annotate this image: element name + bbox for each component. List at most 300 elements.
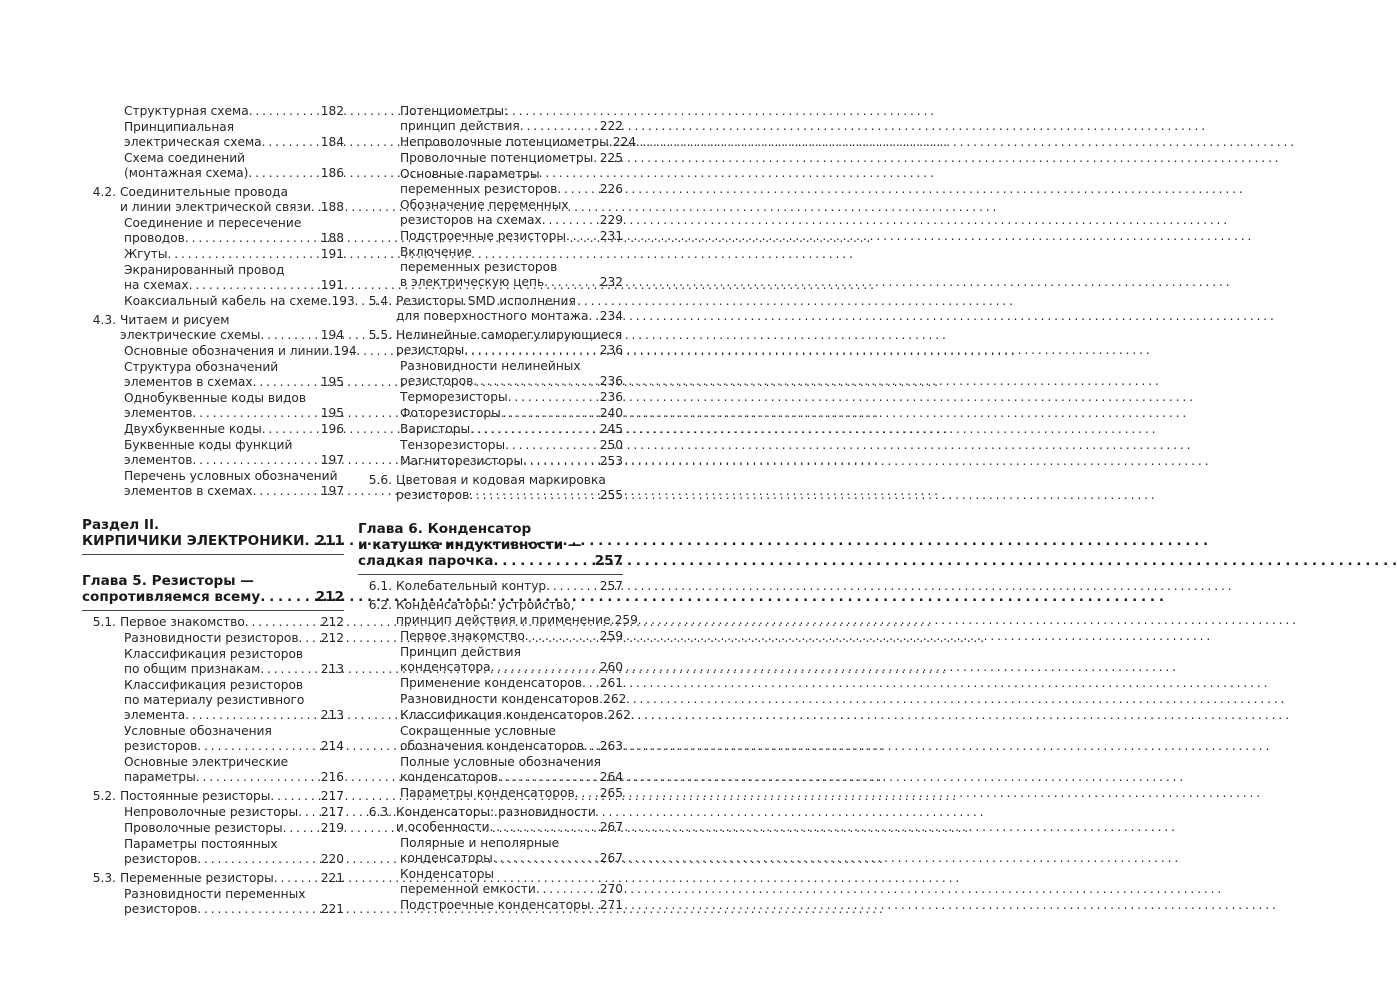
entry-line: Применение конденсаторов <box>400 676 583 690</box>
toc-entry[interactable] <box>358 328 623 358</box>
heading-line: КИРПИЧИКИ ЭЛЕКТРОНИКИ <box>82 533 305 549</box>
dot-leader <box>192 406 320 421</box>
dot-leader <box>192 453 320 468</box>
dot-leader <box>575 786 600 801</box>
entry-text <box>396 135 636 150</box>
entry-text <box>120 837 344 867</box>
page-number: 221 <box>320 902 344 916</box>
entry-line: элементов <box>124 453 193 467</box>
entry-text <box>120 313 344 343</box>
entry-text <box>120 724 344 754</box>
toc-entry[interactable] <box>82 871 344 886</box>
dot-leader <box>260 662 320 677</box>
heading-rule <box>82 610 344 611</box>
entry-text <box>120 647 344 677</box>
toc-entry[interactable] <box>358 755 623 785</box>
page-number: 217 <box>320 789 344 803</box>
entry-line: Переменные резисторы <box>120 871 274 885</box>
toc-entry[interactable] <box>358 598 638 628</box>
entry-last-line <box>120 789 344 804</box>
dot-leader <box>311 200 321 215</box>
toc-entry[interactable] <box>358 898 623 913</box>
entry-line: Соединительные провода <box>120 185 288 199</box>
dot-leader <box>253 484 321 499</box>
toc-entry[interactable] <box>82 360 344 390</box>
toc-entry[interactable] <box>358 406 623 421</box>
entry-last-line <box>400 739 623 754</box>
entry-text <box>120 294 355 309</box>
entry-text <box>396 167 623 197</box>
entry-last-line <box>124 662 344 677</box>
dot-leader <box>262 135 321 150</box>
entry-last-line <box>124 631 344 646</box>
dot-leader <box>491 660 600 675</box>
entry-line: Разновидности нелинейных <box>400 359 581 373</box>
toc-entry[interactable] <box>82 615 344 630</box>
toc-entry[interactable] <box>82 344 357 359</box>
toc-entry[interactable] <box>358 454 623 469</box>
page-number: 217 <box>320 805 344 819</box>
dot-leader <box>305 533 316 549</box>
entry-last-line <box>396 488 623 503</box>
entry-line: Основные параметры <box>400 167 540 181</box>
entry-last-line <box>400 406 623 421</box>
entry-text <box>120 216 344 246</box>
dot-leader <box>493 553 594 569</box>
entry-text <box>396 708 631 723</box>
page-number: 261 <box>599 676 623 690</box>
section-number: 4.3. <box>92 313 116 327</box>
toc-entry[interactable] <box>82 887 344 917</box>
heading-line: и катушка индуктивности — <box>358 537 582 553</box>
entry-last-line <box>400 882 623 897</box>
entry-text <box>396 245 623 290</box>
entry-line: на схемах <box>124 278 189 292</box>
heading-last-line <box>82 589 344 605</box>
toc-entry[interactable] <box>358 135 636 150</box>
entry-last-line <box>400 454 623 469</box>
entry-text <box>396 422 623 437</box>
section-number: 6.1. <box>368 579 392 593</box>
entry-line: Подстроечные резисторы <box>400 229 566 243</box>
entry-line: по общим признакам <box>124 662 261 676</box>
entry-text <box>396 151 623 166</box>
entry-line: Потенциометры: <box>400 104 509 118</box>
page-number: 212 <box>320 615 344 629</box>
toc-entry[interactable] <box>358 151 623 166</box>
entry-line: переменных резисторов <box>400 260 558 274</box>
entry-line: Основные электрические <box>124 755 289 769</box>
toc-entry[interactable] <box>358 294 623 324</box>
dot-leader <box>490 820 600 835</box>
dot-leader <box>464 343 599 358</box>
page-number: 213 <box>320 662 344 676</box>
entry-line: Колебательный контур <box>396 579 547 593</box>
entry-line: элементов в схемах <box>124 375 253 389</box>
entry-line: резисторы <box>396 343 465 357</box>
entry-last-line <box>124 231 344 246</box>
entry-line: Фоторезисторы <box>400 406 501 420</box>
entry-line: Классификация резисторов <box>124 678 304 692</box>
entry-line: Непроволочные потенциометры <box>400 135 609 149</box>
toc-entry[interactable] <box>358 579 623 594</box>
entry-text <box>120 615 344 630</box>
entry-line: Перечень условных обозначений <box>124 469 338 483</box>
entry-text <box>120 871 344 886</box>
entry-last-line <box>120 200 344 215</box>
section-number: 5.3. <box>92 871 116 885</box>
page-number: 267 <box>599 820 623 834</box>
dot-leader <box>298 805 321 820</box>
entry-line: проводов <box>124 231 185 245</box>
toc-entry[interactable] <box>358 836 623 866</box>
dot-leader <box>582 676 600 691</box>
toc-entry[interactable] <box>82 247 344 262</box>
toc-entry[interactable] <box>358 786 623 801</box>
dot-leader <box>196 770 321 785</box>
entry-last-line <box>400 275 623 290</box>
entry-text <box>396 836 623 866</box>
entry-last-line <box>120 615 344 630</box>
page-number: 188 <box>320 200 344 214</box>
entry-text <box>120 887 344 917</box>
entry-last-line <box>400 182 623 197</box>
entry-last-line <box>400 135 636 150</box>
entry-line: Полярные и неполярные <box>400 836 560 850</box>
heading-line: сопротивляемся всему <box>82 589 261 605</box>
entry-text <box>120 422 344 437</box>
page-number: 232 <box>599 275 623 289</box>
page-number: 255 <box>599 488 623 502</box>
entry-line: Конденсаторы: разновидности <box>396 805 596 819</box>
toc-entry[interactable] <box>82 438 344 468</box>
page-number: 193 <box>331 294 355 308</box>
toc-entry[interactable] <box>82 469 344 499</box>
entry-text <box>120 151 344 181</box>
page-number: 214 <box>320 739 344 753</box>
toc-entry[interactable] <box>358 438 623 453</box>
entry-last-line <box>124 135 344 150</box>
toc-entry[interactable] <box>358 229 623 244</box>
dot-leader <box>523 454 600 469</box>
page-number: 229 <box>599 213 623 227</box>
dot-leader <box>536 882 600 897</box>
entry-last-line <box>124 422 344 437</box>
entry-last-line <box>120 871 344 886</box>
toc-entry[interactable] <box>358 473 623 503</box>
entry-line: принцип действия <box>400 119 520 133</box>
heading-line: Глава 5. Резисторы — <box>82 573 254 589</box>
dot-leader <box>469 488 599 503</box>
heading-line: Раздел II. <box>82 517 160 533</box>
entry-text <box>396 104 623 134</box>
entry-line: переменных резисторов <box>400 182 558 196</box>
entry-text <box>396 692 627 707</box>
section-heading[interactable] <box>82 573 344 605</box>
entry-line: Обозначение переменных <box>400 198 569 212</box>
entry-last-line <box>124 708 344 723</box>
page-number: 250 <box>599 438 623 452</box>
entry-text <box>396 724 623 754</box>
section-number: 6.3. <box>368 805 392 819</box>
section-number: 6.2. <box>368 598 392 612</box>
page-number: 224 <box>612 135 636 149</box>
entry-line: элементов <box>124 406 193 420</box>
page-number: 253 <box>599 454 623 468</box>
entry-last-line <box>396 579 623 594</box>
entry-text <box>120 120 344 150</box>
entry-text <box>120 821 344 836</box>
toc-entry[interactable] <box>82 631 344 646</box>
toc-entry[interactable] <box>82 647 344 677</box>
toc-entry[interactable] <box>358 167 623 197</box>
entry-line: параметры <box>124 770 196 784</box>
heading-line: Глава 6. Конденсатор <box>358 521 532 537</box>
entry-line: в электрическую цепь <box>400 275 545 289</box>
entry-last-line <box>400 851 623 866</box>
page-number: 257 <box>594 553 623 569</box>
page-number: 262 <box>607 708 631 722</box>
toc-entry[interactable] <box>82 837 344 867</box>
entry-text <box>120 104 344 119</box>
entry-last-line <box>400 390 623 405</box>
entry-line: электрическая схема <box>124 135 262 149</box>
entry-text <box>396 786 623 801</box>
dot-leader <box>544 275 600 290</box>
toc-entry[interactable] <box>358 390 623 405</box>
entry-line: Соединение и пересечение <box>124 216 302 230</box>
entry-last-line <box>124 484 344 499</box>
toc-entry[interactable] <box>82 294 355 309</box>
dot-leader <box>590 898 599 913</box>
page-number: 234 <box>599 309 623 323</box>
toc-entry[interactable] <box>358 359 623 389</box>
page-number: 194 <box>333 344 357 358</box>
dot-leader <box>260 589 315 605</box>
entry-line: Полные условные обозначения <box>400 755 601 769</box>
page-number: 211 <box>315 533 344 549</box>
toc-entry[interactable] <box>82 263 344 293</box>
dot-leader <box>525 629 600 644</box>
entry-line: резисторов <box>124 902 198 916</box>
entry-last-line <box>400 422 623 437</box>
page-number: 194 <box>320 328 344 342</box>
dot-leader <box>508 390 600 405</box>
entry-last-line <box>124 739 344 754</box>
page-number: 240 <box>599 406 623 420</box>
entry-line: и особенности <box>396 820 490 834</box>
toc-entry[interactable] <box>358 708 631 723</box>
entry-line: Подстроечные конденсаторы <box>400 898 591 912</box>
section-number: 5.1. <box>92 615 116 629</box>
toc-entry[interactable] <box>82 422 344 437</box>
entry-text <box>120 438 344 468</box>
entry-line: электрические схемы <box>120 328 261 342</box>
toc-entry[interactable] <box>358 104 623 134</box>
dot-leader <box>546 579 600 594</box>
toc-entry[interactable] <box>82 678 344 723</box>
dot-leader <box>501 406 600 421</box>
section-heading[interactable] <box>358 521 623 569</box>
dot-leader <box>245 615 321 630</box>
heading-last-line <box>82 533 344 549</box>
entry-text <box>396 676 623 691</box>
entry-text <box>396 390 623 405</box>
entry-text <box>396 805 623 835</box>
entry-text <box>396 755 623 785</box>
entry-text <box>120 678 344 723</box>
entry-last-line <box>400 213 623 228</box>
entry-text <box>120 360 344 390</box>
entry-last-line <box>124 770 344 785</box>
page-number: 257 <box>599 579 623 593</box>
entry-line: Двухбуквенные коды <box>124 422 262 436</box>
entry-text <box>396 598 638 628</box>
entry-last-line <box>124 406 344 421</box>
toc-entry[interactable] <box>82 805 344 820</box>
entry-text <box>396 867 623 897</box>
entry-line: Экранированный провод <box>124 263 285 277</box>
entry-text <box>396 454 623 469</box>
page-number: 245 <box>599 422 623 436</box>
entry-line: Структурная схема <box>124 104 249 118</box>
entry-line: Схема соединений <box>124 151 246 165</box>
entry-line: Первое знакомство <box>400 629 525 643</box>
entry-last-line <box>396 820 623 835</box>
entry-line: Конденсаторы <box>400 867 495 881</box>
page-number: 212 <box>320 631 344 645</box>
entry-last-line <box>396 343 623 358</box>
entry-line: элемента <box>124 708 186 722</box>
entry-line: Разновидности переменных <box>124 887 306 901</box>
toc-entry[interactable] <box>82 185 344 215</box>
entry-text <box>396 229 623 244</box>
entry-line: Нелинейные саморегулирующиеся <box>396 328 623 342</box>
dot-leader <box>274 871 321 886</box>
toc-entry[interactable] <box>358 645 623 675</box>
entry-text <box>120 755 344 785</box>
page-number: 262 <box>603 692 627 706</box>
toc-entry[interactable] <box>358 692 627 707</box>
entry-last-line <box>124 375 344 390</box>
entry-line: Классификация резисторов <box>124 647 304 661</box>
heading-rule <box>358 574 623 575</box>
entry-line: конденсаторы <box>400 851 493 865</box>
entry-line: Конденсаторы: устройство, <box>396 598 575 612</box>
entry-line: Разновидности конденсаторов <box>400 692 600 706</box>
entry-text <box>120 344 357 359</box>
page-number: 182 <box>320 104 344 118</box>
entry-line: Цветовая и кодовая маркировка <box>396 473 606 487</box>
entry-text <box>396 198 623 228</box>
entry-line: Коаксиальный кабель на схеме <box>124 294 328 308</box>
entry-line: Читаем и рисуем <box>120 313 230 327</box>
page-number: 195 <box>320 375 344 389</box>
section-number: 5.5. <box>368 328 392 342</box>
section-heading[interactable] <box>82 517 344 549</box>
entry-last-line <box>400 660 623 675</box>
toc-entry[interactable] <box>82 151 344 181</box>
entry-last-line <box>120 328 344 343</box>
entry-text <box>120 391 344 421</box>
page-number: 225 <box>599 151 623 165</box>
toc-entry[interactable] <box>358 805 623 835</box>
entry-text <box>396 406 623 421</box>
page-number: 265 <box>599 786 623 800</box>
page-number: 236 <box>599 374 623 388</box>
page-number: 195 <box>320 406 344 420</box>
entry-line: Проволочные потенциометры <box>400 151 594 165</box>
toc-entry[interactable] <box>82 391 344 421</box>
entry-last-line <box>396 309 623 324</box>
entry-line: Параметры постоянных <box>124 837 278 851</box>
dot-leader <box>498 770 600 785</box>
entry-last-line <box>400 438 623 453</box>
entry-line: Сокращенные условные <box>400 724 556 738</box>
entry-line: переменной емкости <box>400 882 536 896</box>
dot-leader <box>189 278 321 293</box>
entry-last-line <box>124 294 355 309</box>
page-number: 259 <box>599 629 623 643</box>
entry-last-line <box>400 708 631 723</box>
toc-entry[interactable] <box>358 629 623 644</box>
entry-line: Проволочные резисторы <box>124 821 283 835</box>
dot-leader <box>270 789 320 804</box>
entry-last-line <box>400 119 623 134</box>
entry-text <box>120 185 344 215</box>
entry-line: Классификация конденсаторов <box>400 708 604 722</box>
entry-last-line <box>400 229 623 244</box>
entry-last-line <box>124 278 344 293</box>
dot-leader <box>473 374 599 389</box>
toc-right-column <box>358 103 638 913</box>
dot-leader <box>505 438 600 453</box>
page-number: 259 <box>614 613 638 627</box>
entry-line: обозначения конденсаторов <box>400 739 584 753</box>
toc-entry[interactable] <box>358 867 623 897</box>
toc-entry[interactable] <box>82 216 344 246</box>
toc-entry[interactable] <box>82 821 344 836</box>
toc-entry[interactable] <box>358 198 623 228</box>
page-number: 213 <box>320 708 344 722</box>
toc-entry[interactable] <box>358 724 623 754</box>
entry-line: Буквенные коды функций <box>124 438 293 452</box>
entry-line: Постоянные резисторы <box>120 789 271 803</box>
toc-entry[interactable] <box>82 120 344 150</box>
toc-entry[interactable] <box>358 422 623 437</box>
entry-text <box>396 438 623 453</box>
toc-entry[interactable] <box>82 724 344 754</box>
entry-line: Терморезисторы <box>400 390 508 404</box>
dot-leader <box>197 739 320 754</box>
heading-rule <box>82 554 344 555</box>
dot-leader <box>589 309 600 324</box>
entry-text <box>396 473 623 503</box>
dot-leader <box>260 328 320 343</box>
page-number: 267 <box>599 851 623 865</box>
entry-text <box>120 263 344 293</box>
toc-entry[interactable] <box>82 789 344 804</box>
dot-leader <box>566 229 600 244</box>
toc-entry[interactable] <box>82 104 344 119</box>
dot-leader <box>248 166 320 181</box>
entry-line: Непроволочные резисторы <box>124 805 299 819</box>
page-number: 236 <box>599 390 623 404</box>
toc-entry[interactable] <box>358 245 623 290</box>
toc-entry[interactable] <box>358 676 623 691</box>
toc-entry[interactable] <box>82 313 344 343</box>
toc-entry[interactable] <box>82 755 344 785</box>
